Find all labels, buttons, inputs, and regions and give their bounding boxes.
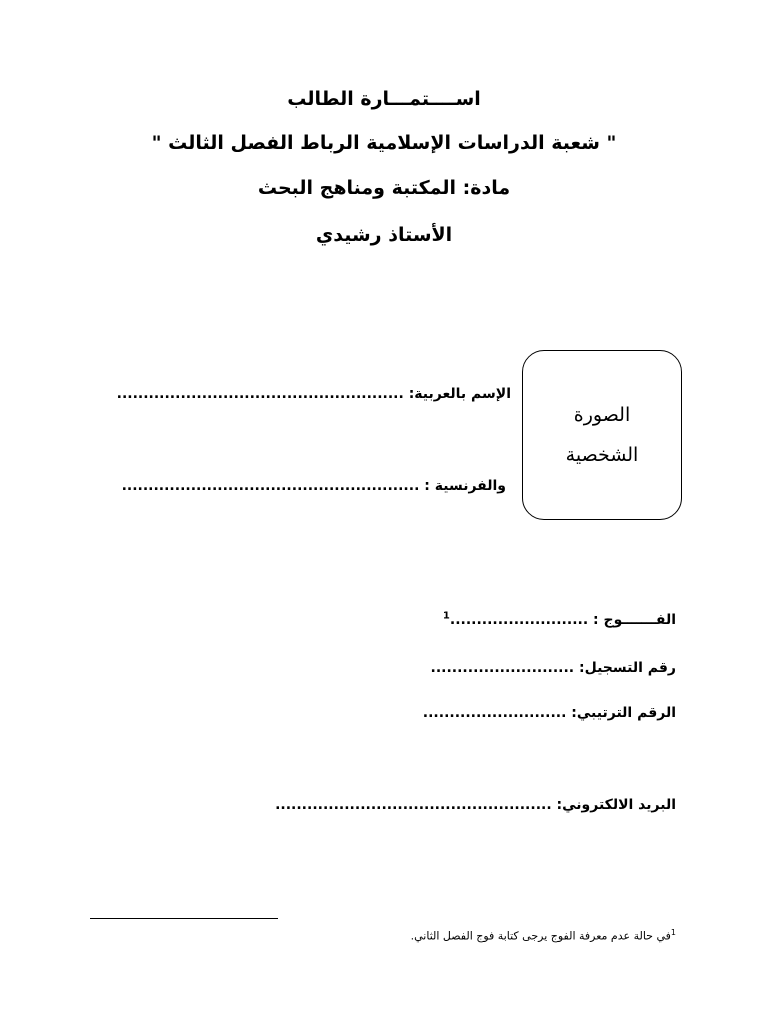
name-arabic-field[interactable] (117, 386, 511, 402)
name-arabic-blank[interactable]: ...................................................... (116, 386, 404, 402)
department-line: " شعبة الدراسات الإسلامية الرباط الفصل الثالث " (151, 132, 617, 154)
name-arabic-label: الإسم بالعربية: (408, 386, 511, 402)
footnote-separator (90, 918, 278, 919)
footnote (411, 928, 676, 943)
order-number-field[interactable] (423, 705, 676, 721)
footnote-marker: 1 (670, 928, 676, 937)
group-field[interactable] (443, 612, 676, 628)
subject-line: مادة: المكتبة ومناهج البحث (257, 177, 511, 199)
registration-field[interactable] (431, 660, 676, 676)
order-number-blank[interactable]: ........................... (422, 705, 567, 721)
email-field[interactable] (275, 797, 676, 813)
form-title: اســــتمـــارة الطالب (287, 88, 481, 110)
name-french-field[interactable] (122, 478, 506, 494)
footnote-reference: 1 (442, 610, 450, 622)
group-blank[interactable]: .......................... (449, 612, 589, 628)
photo-label-line1: الصورة (573, 404, 631, 426)
registration-blank[interactable]: ........................... (430, 660, 575, 676)
photo-label-line2: الشخصية (565, 444, 639, 466)
registration-label: رقم التسجيل: (579, 660, 676, 676)
group-label: الفـــــــوج : (593, 612, 676, 628)
teacher-line: الأستاذ رشيدي (315, 224, 453, 246)
order-number-label: الرقم الترتيبي: (571, 705, 676, 721)
photo-placeholder-box[interactable] (522, 350, 682, 520)
footnote-text: في حالة عدم معرفة الفوج يرجى كتابة فوج الفصل الثاني. (410, 929, 671, 943)
email-blank[interactable]: .................................................... (275, 797, 552, 813)
name-french-blank[interactable]: ........................................................ (121, 478, 420, 494)
email-label: البريد الالكتروني: (556, 797, 676, 813)
name-french-label: والفرنسية : (424, 478, 506, 494)
